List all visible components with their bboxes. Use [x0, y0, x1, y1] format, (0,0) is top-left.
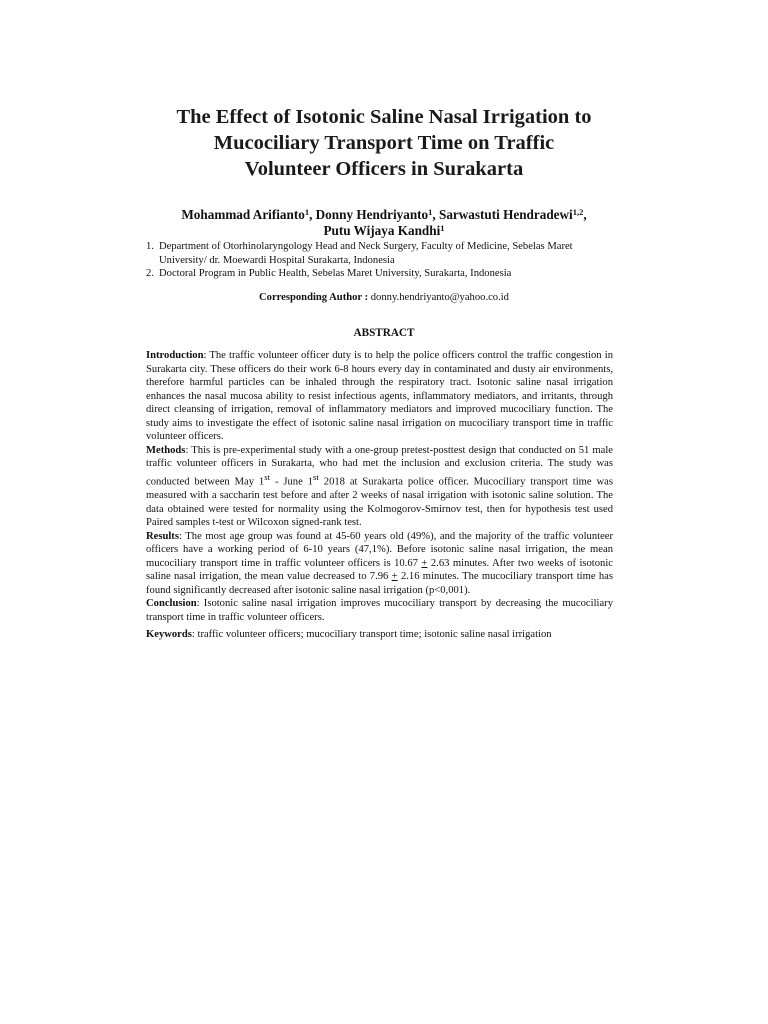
- section-text: 2.16 minutes. The mucociliary transport time has found significantly decreased after isotonic saline nasal irrigation (p<0,001).: [146, 571, 613, 596]
- abstract-methods: [146, 444, 613, 530]
- plus-minus-sign: +: [391, 571, 398, 583]
- ordinal-suffix: st: [264, 471, 271, 482]
- section-text: : The traffic volunteer officer duty is to help the police officers control the traffic congestion in Surakarta city. These officers do their work 6-8 hours every day in contaminated and dusty air environments, therefore harmful particles can be inhaled through the respiratory tract. Isotonic saline nasal irrigation enhances the nasal mucosa ability to resist infectious agents, inflammatory mediators, and irritants, through direct cleansing of irrigation, removal of inflammatory mediators and improved mucociliary function. The study aims to investigate the effect of isotonic saline nasal irrigation on mucociliary transport time in traffic volunteer officers.: [146, 350, 613, 443]
- author-affiliation-mark: 1: [440, 223, 445, 233]
- author-name: Mohammad Arifianto: [181, 207, 305, 222]
- section-text: : The most age group was found at 45-60 years old (49%), and the majority of the traffic volunteer officers have a working period of 6-10 years (47,1%). Before isotonic saline nasal irrigation, the mean mucociliary transport time in traffic volunteer officers is 10.67: [146, 530, 613, 569]
- corresponding-author-email: donny.hendriyanto@yahoo.co.id: [368, 292, 509, 303]
- author-name: Donny Hendriyanto: [315, 207, 429, 222]
- author-separator: ,: [309, 207, 316, 222]
- author-name: Sarwastuti Hendradewi: [438, 207, 573, 222]
- abstract-introduction: [146, 349, 613, 444]
- title-line: Mucociliary Transport Time on Traffic: [213, 132, 555, 154]
- author-separator: ,: [432, 207, 439, 222]
- affiliation-number: 1.: [146, 241, 154, 252]
- abstract-body: [146, 349, 613, 642]
- author-name: Putu Wijaya Kandhi: [323, 223, 441, 238]
- section-text: 2018 at Surakarta police officer. Mucociliary transport time was measured with a saccharin test before and after 2 weeks of nasal irrigation with isotonic saline solution. The data obtained were tested for normality using the Kolmogorov-Smirnov test, then for hypothesis test used Paired samples t-test or Wilcoxon signed-rank test.: [146, 476, 613, 529]
- title-line: Volunteer Officers in Surakarta: [244, 158, 524, 180]
- ordinal-suffix: st: [313, 471, 319, 482]
- section-text: : This is pre-experimental study with a one-group pretest-posttest design that conducted on 51 male traffic volunteer officers in Surakarta, who had met the inclusion and exclusion criteria. The study was conducted between May 1: [146, 444, 613, 488]
- plus-minus-sign: +: [421, 557, 428, 569]
- paper-title: [130, 104, 638, 182]
- author-affiliation-mark: 1: [428, 207, 433, 217]
- section-text: 2.63 minutes. After two weeks of isotonic saline nasal irrigation, the mean value decreased to 7.96: [146, 557, 613, 583]
- affiliation-text: Doctoral Program in Public Health, Sebelas Maret University, Surakarta, Indonesia: [159, 268, 512, 280]
- affiliation-list: [146, 240, 616, 281]
- affiliation-item: [146, 267, 616, 281]
- abstract-heading: ABSTRACT: [353, 327, 415, 339]
- affiliation-item: [146, 240, 616, 267]
- abstract-conclusion: [146, 597, 613, 624]
- section-label: Keywords: [146, 629, 192, 641]
- author-affiliation-mark: 1: [304, 207, 310, 217]
- corresponding-author: [146, 291, 622, 305]
- section-label: Conclusion: [146, 598, 197, 610]
- author-separator: ,: [583, 207, 587, 222]
- section-label: Introduction: [146, 350, 204, 361]
- author-list: [120, 207, 648, 239]
- section-label: Methods: [146, 444, 186, 456]
- abstract-results: [146, 530, 613, 598]
- abstract-keywords: [146, 628, 613, 642]
- affiliation-text: Department of Otorhinolaryngology Head and Neck Surgery, Faculty of Medicine, Sebelas Maret University/ dr. Moewardi Hospital Surakarta, Indonesia: [159, 241, 573, 266]
- section-text: : traffic volunteer officers; mucociliary transport time; isotonic saline nasal irrigation: [191, 629, 552, 641]
- corresponding-author-label: Corresponding Author :: [259, 292, 369, 303]
- author-affiliation-mark: 1,2: [572, 207, 584, 217]
- section-text: : Isotonic saline nasal irrigation improves mucociliary transport by decreasing the mucociliary transport time in traffic volunteer officers.: [146, 598, 613, 623]
- title-line: The Effect of Isotonic Saline Nasal Irrigation to: [176, 106, 592, 128]
- section-label: Results: [146, 530, 179, 542]
- affiliation-number: 2.: [146, 268, 154, 280]
- section-text: - June 1: [270, 476, 313, 488]
